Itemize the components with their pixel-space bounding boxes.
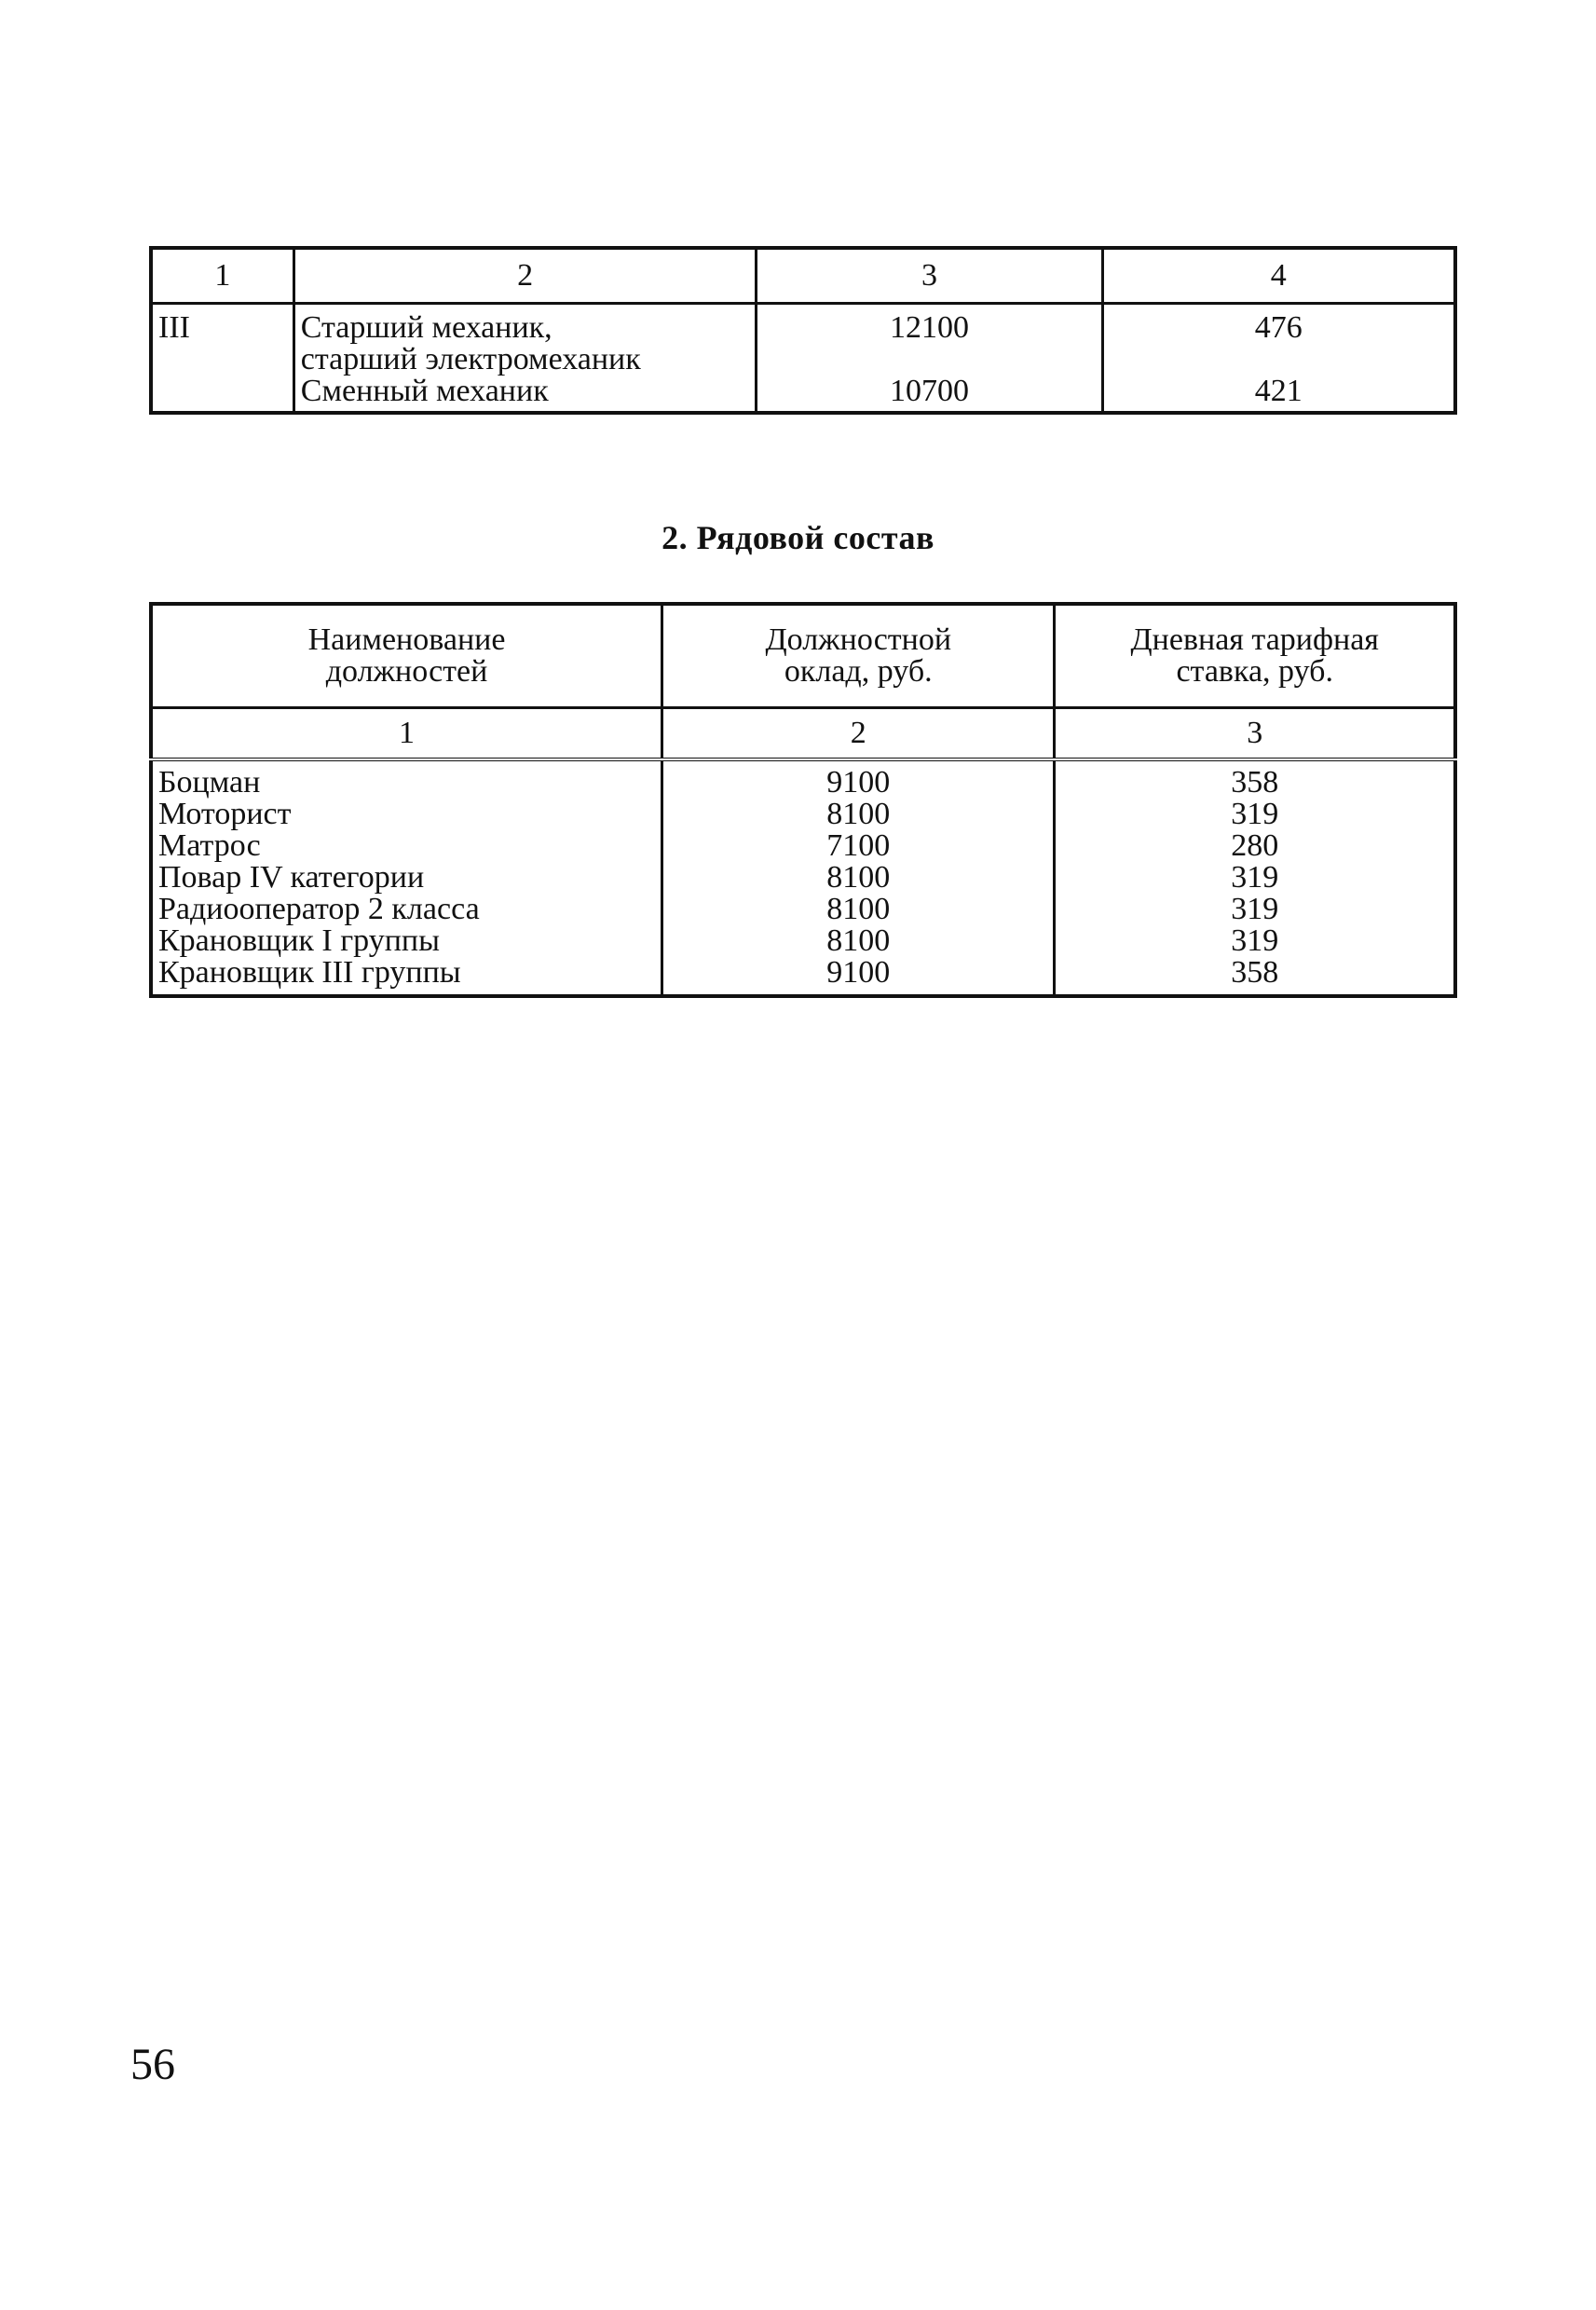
header-line: Дневная тарифная [1130, 622, 1379, 657]
salary-value: 9100 [826, 955, 891, 990]
header-line: Должностной [765, 622, 952, 657]
table-header-row [151, 604, 1455, 708]
salary-value: 9100 [826, 765, 891, 800]
rate-value: 476 [1254, 310, 1303, 345]
header-line: должностей [325, 654, 488, 689]
header-salary [662, 604, 1055, 708]
salary-value: 8100 [826, 923, 891, 958]
salary-cell [757, 304, 1102, 414]
header-line: ставка, руб. [1176, 654, 1333, 689]
header-line: оклад, руб. [784, 654, 933, 689]
rate-value: 319 [1231, 892, 1279, 926]
salary-value: 7100 [826, 828, 891, 863]
rate-value: 358 [1231, 955, 1279, 990]
table-row [151, 304, 1455, 414]
salary-value: 8100 [826, 860, 891, 895]
column-number-cell: 2 [293, 248, 757, 304]
rate-value: 319 [1231, 923, 1279, 958]
ratings-salary-table [149, 602, 1457, 998]
position-name-line: Сменный механик [300, 374, 549, 408]
table-column-numbers [151, 248, 1455, 304]
header-line: Наименование [307, 622, 506, 657]
list-item: Крановщик I группы [158, 923, 440, 958]
rate-cell [1102, 304, 1455, 414]
list-item: Радиооператор 2 класса [158, 892, 480, 926]
group-cell: III [151, 304, 293, 414]
column-number-cell: 1 [151, 248, 293, 304]
position-names-column [151, 759, 662, 996]
list-item: Боцман [158, 765, 261, 800]
list-item: Моторист [158, 797, 292, 831]
rate-value: 358 [1231, 765, 1279, 800]
column-number-cell: 1 [151, 708, 662, 760]
column-number-cell: 3 [757, 248, 1102, 304]
page-number: 56 [130, 2040, 175, 2089]
header-daily-rate [1055, 604, 1455, 708]
rate-value: 280 [1231, 828, 1279, 863]
column-number-cell: 4 [1102, 248, 1455, 304]
list-item: Матрос [158, 828, 261, 863]
crew-salary-table-continued [149, 246, 1457, 415]
salary-value: 8100 [826, 892, 891, 926]
rate-value: 319 [1231, 797, 1279, 831]
position-names-cell [293, 304, 757, 414]
salary-value: 12100 [889, 310, 969, 345]
list-item: Крановщик III группы [158, 955, 461, 990]
salary-value: 8100 [826, 797, 891, 831]
position-name-line: Старший механик, [300, 310, 552, 345]
column-number-cell: 2 [662, 708, 1055, 760]
rate-column [1055, 759, 1455, 996]
position-name-line: старший электромеханик [300, 342, 641, 376]
rate-value: 319 [1231, 860, 1279, 895]
header-position-names [151, 604, 662, 708]
table-column-numbers [151, 708, 1455, 760]
rate-value: 421 [1254, 374, 1303, 408]
column-number-cell: 3 [1055, 708, 1455, 760]
salary-value: 10700 [889, 374, 969, 408]
salary-column [662, 759, 1055, 996]
section-title: 2. Рядовой состав [662, 519, 934, 556]
table-body [151, 759, 1455, 996]
list-item: Повар IV категории [158, 860, 425, 895]
